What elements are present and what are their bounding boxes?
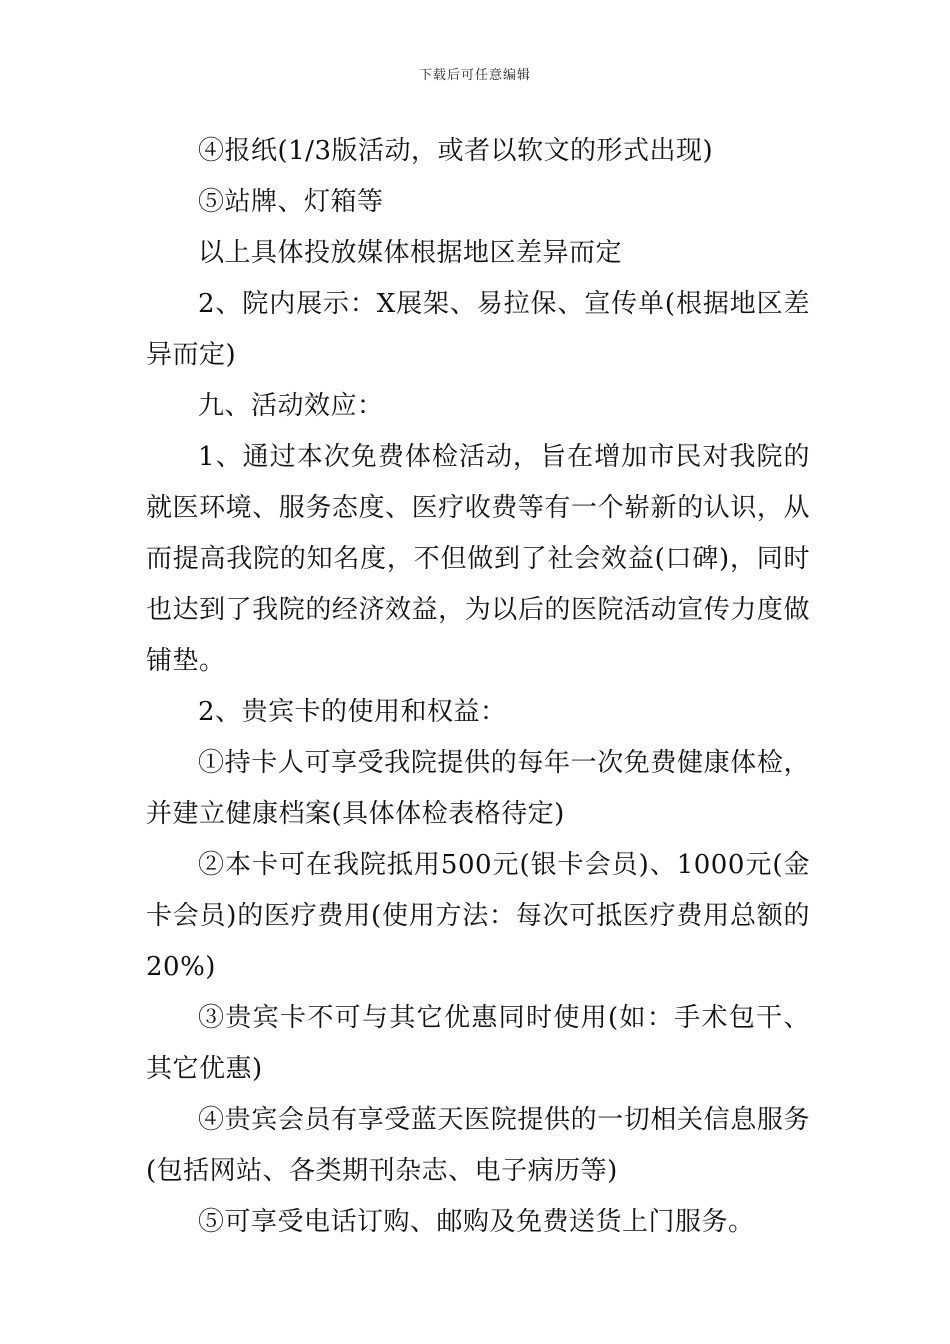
list-item-vip-1: ①持卡人可享受我院提供的每年一次免费健康体检，并建立健康档案(具体体检表格待定): [146, 748, 810, 829]
section-heading-activity-effect: 九、活动效应：: [198, 391, 384, 421]
paragraph-effect-1: 1、通过本次免费体检活动，旨在增加市民对我院的就医环境、服务态度、医疗收费等有一个崭新的认识，从而提高我院的知名度，不但做到了社会效益(口碑)，同时也达到了我院的经济效益，为以后的医院活动宣传力度做铺垫。: [146, 442, 810, 676]
list-item-vip-4: ④贵宾会员有享受蓝天医院提供的一切相关信息服务(包括网站、各类期刊杂志、电子病历等): [146, 1105, 810, 1186]
list-item-vip-2: ②本卡可在我院抵用500元(银卡会员)、1000元(金卡会员)的医疗费用(使用方法：每次可抵医疗费用总额的20%): [146, 850, 810, 982]
paragraph-newspaper: ④报纸(1/3版活动，或者以软文的形式出现): [198, 136, 714, 166]
page-header: 下载后可任意编辑: [418, 68, 531, 83]
document-body: [146, 126, 810, 1248]
paragraph-vip-card-heading: 2、贵宾卡的使用和权益：: [198, 697, 507, 727]
list-item-vip-3: ③贵宾卡不可与其它优惠同时使用(如：手术包干、其它优惠): [146, 1003, 810, 1084]
list-item-vip-5: ⑤可享受电话订购、邮购及免费送货上门服务。: [198, 1207, 755, 1237]
paragraph-billboard: ⑤站牌、灯箱等: [198, 187, 384, 217]
paragraph-media-note: 以上具体投放媒体根据地区差异而定: [198, 238, 623, 268]
paragraph-in-hospital-display: 2、院内展示：X展架、易拉保、宣传单(根据地区差异而定): [146, 289, 810, 370]
